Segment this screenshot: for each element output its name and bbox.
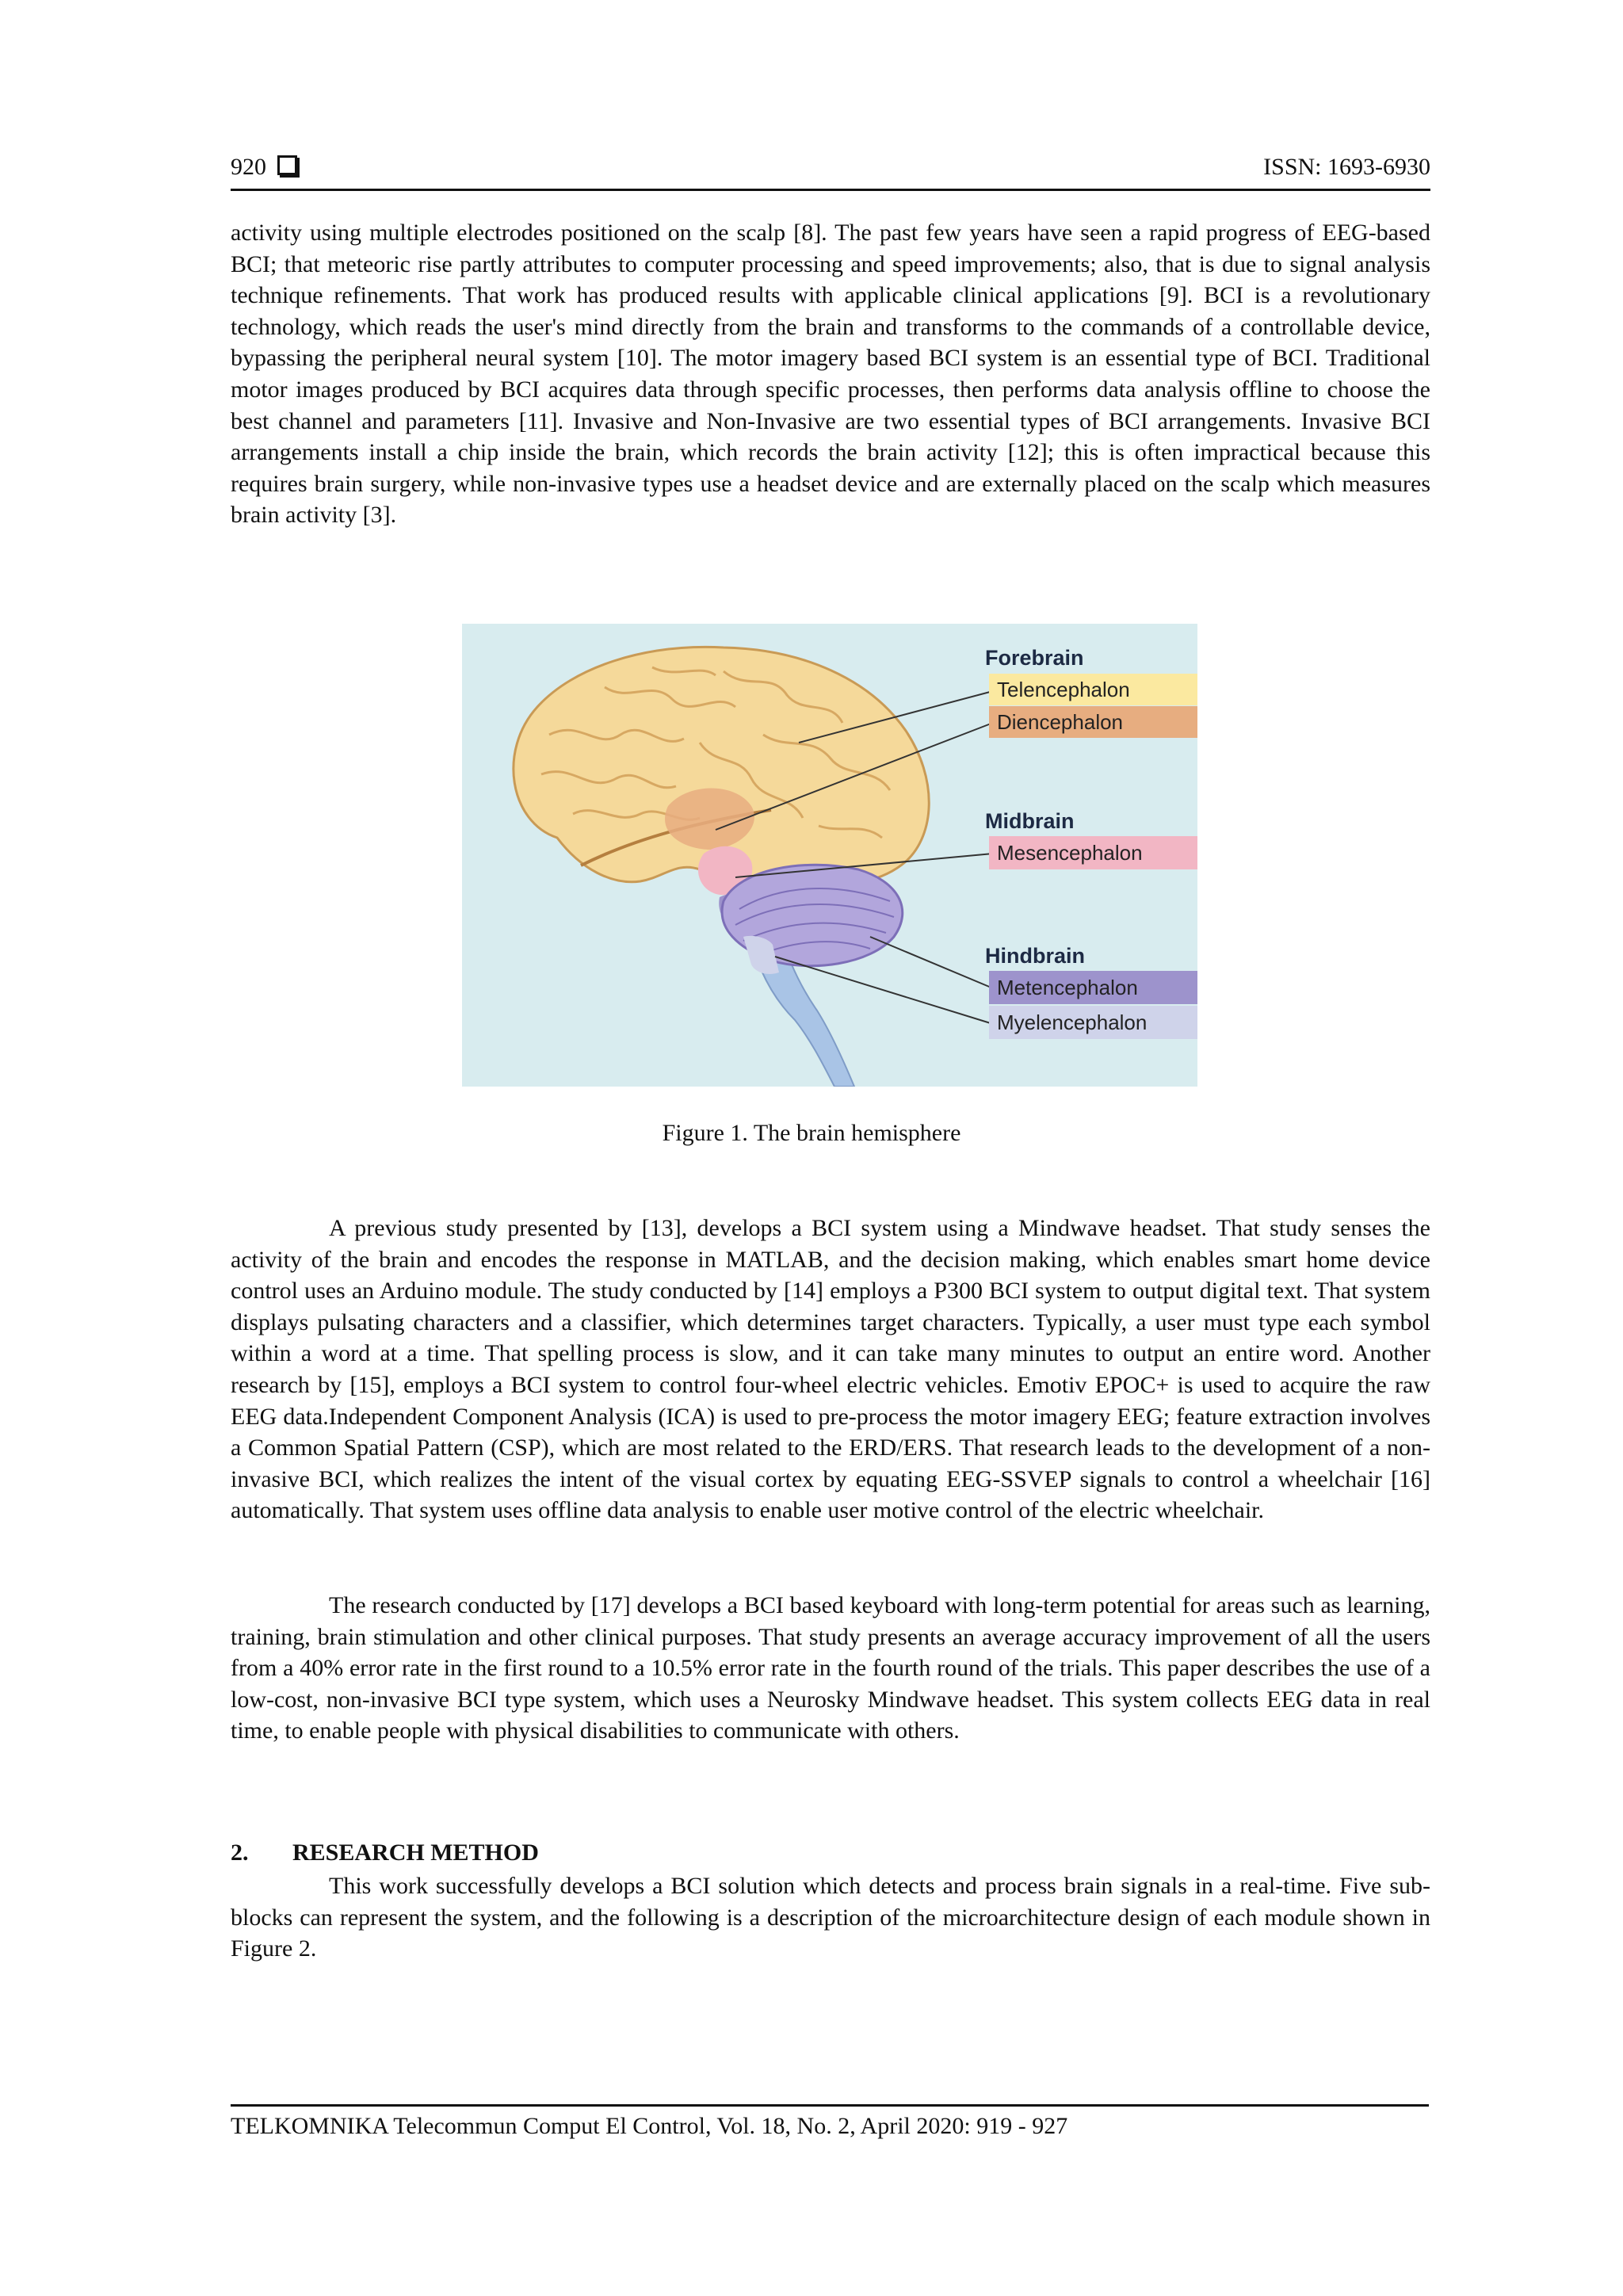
hindbrain-label: Hindbrain <box>985 944 1085 968</box>
forebrain-label: Forebrain <box>985 646 1084 670</box>
section-title: RESEARCH METHOD <box>292 1839 539 1866</box>
page-number-group <box>231 154 297 181</box>
figure-caption: Figure 1. The brain hemisphere <box>662 1120 961 1146</box>
paragraph-4: This work successfully develops a BCI solution which detects and process brain signals in a real-time. Five sub-blocks can represent the system, and the following is a description of the microarchitecture design of each module shown in Figure 2. <box>231 1873 1430 1962</box>
running-footer: TELKOMNIKA Telecommun Comput El Control, Vol. 18, No. 2, April 2020: 919 - 927 <box>231 2104 1429 2140</box>
paragraph-2: A previous study presented by [13], develops a BCI system using a Mindwave headset. That study senses the activity of the brain and encodes the response in MATLAB, and the decision making, which enables smart home device control uses an Arduino module. The study conducted by [14] employs a P300 BCI system to output digital text. That system displays pulsating characters and a classifier, which determines target characters. Typically, a user must type each symbol within a word at a time. That spelling process is slow, and it can take many minutes to output an entire word. Another research by [15], employs a BCI system to control four-wheel electric vehicles. Emotiv EPOC+ is used to acquire the raw EEG data.Independent Component Analysis (ICA) is used to pre-process the motor imagery EEG; feature extraction involves a Common Spatial Pattern (CSP), which are most related to the ERD/ERS. That research leads to the development of a non-invasive BCI, which realizes the intent of the visual cortex by equating EEG-SSVEP signals to control a wheelchair [16] automatically. That system uses offline data analysis to enable user motive control of the electric wheelchair. <box>231 1215 1430 1524</box>
section-number: 2. <box>231 1839 249 1866</box>
metencephalon-label: Metencephalon <box>997 976 1138 999</box>
section-heading <box>231 1839 539 1866</box>
myelencephalon-label: Myelencephalon <box>997 1010 1148 1034</box>
page-number: 920 <box>231 154 266 180</box>
brain-illustration <box>462 624 1197 1087</box>
diencephalon-label: Diencephalon <box>997 710 1124 734</box>
running-header <box>231 152 1430 191</box>
mesencephalon-label: Mesencephalon <box>997 841 1143 865</box>
telencephalon-label: Telencephalon <box>997 678 1130 701</box>
checkbox-square-icon <box>277 155 297 175</box>
midbrain-label: Midbrain <box>985 809 1075 833</box>
paragraph-3: The research conducted by [17] develops a BCI based keyboard with long-term potential for areas such as learning, training, brain stimulation and other clinical purposes. That study presents an average accuracy improvement of all the users from a 40% error rate in the first round to a 10.5% error rate in the fourth round of the trials. This paper describes the use of a low-cost, non-invasive BCI type system, which uses a Neurosky Mindwave headset. This system collects EEG data in real time, to enable people with physical disabilities to communicate with others. <box>231 1592 1430 1744</box>
paragraph-1: activity using multiple electrodes positioned on the scalp [8]. The past few years have seen a rapid progress of EEG-based BCI; that meteoric rise partly attributes to computer processing and speed improvements; also, that is due to signal analysis technique refinements. That work has produced results with applicable clinical applications [9]. BCI is a revolutionary technology, which reads the user's mind directly from the brain and transforms to the commands of a controllable device, bypassing the peripheral neural system [10]. The motor imagery based BCI system is an essential type of BCI. Traditional motor images produced by BCI acquires data through specific processes, then performs data analysis offline to choose the best channel and parameters [11]. Invasive and Non-Invasive are two essential types of BCI arrangements. Invasive BCI arrangements install a chip inside the brain, which records the brain activity [12]; this is often impractical because this requires brain surgery, while non-invasive types use a headset device and are externally placed on the scalp which measures brain activity [3]. <box>231 220 1430 529</box>
figure-brain <box>462 624 1197 1087</box>
issn: ISSN: 1693-6930 <box>1263 154 1430 180</box>
